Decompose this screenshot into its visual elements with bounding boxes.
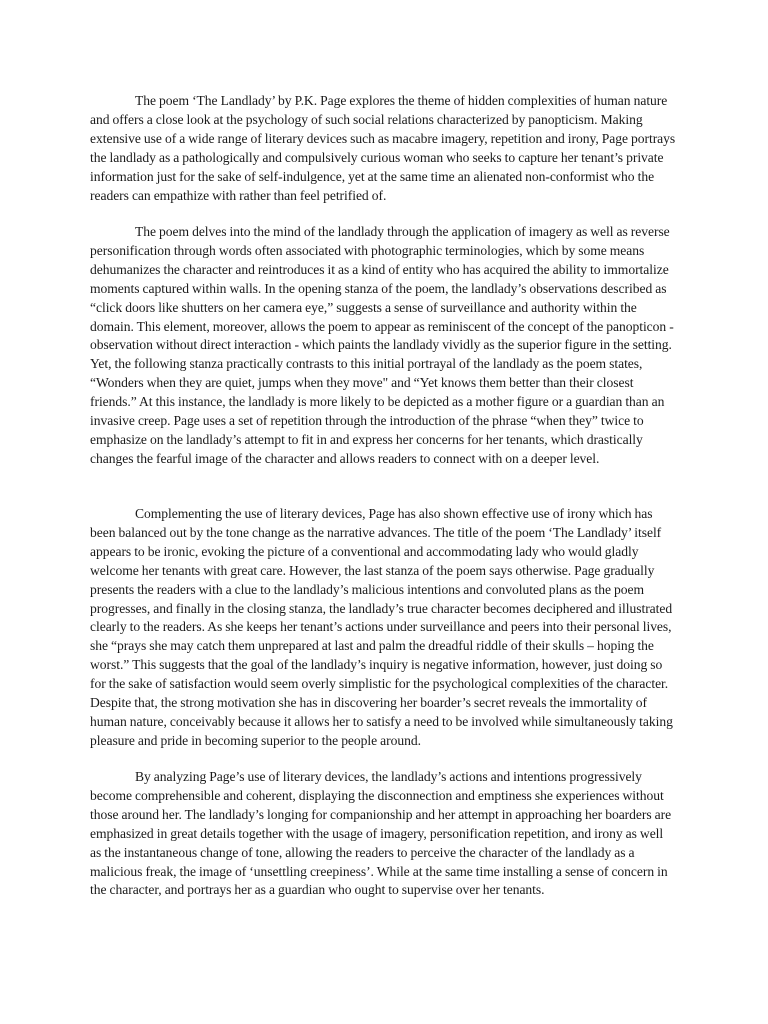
paragraph-introduction: The poem ‘The Landlady’ by P.K. Page explores the theme of hidden complexities of human nature and offers a close look at the psychology of such social relations characterized by panopticism. Making extensive use of a wide range of literary devices such as macabre imagery, repetition and irony, Page portrays the landlady as a pathologically and compulsively curious woman who seeks to capture her tenant’s private information just for the sake of self-indulgence, yet at the same time an alienated non-conformist who the readers can empathize with rather than feel petrified of. [90,93,676,203]
paragraph-imagery-analysis: The poem delves into the mind of the landlady through the application of imagery as well as reverse personification through words often associated with photographic terminologies, which by some means dehumanizes the character and reintroduces it as a kind of entity who has acquired the ability to immortalize moments captured within walls. In the opening stanza of the poem, the landlady’s observations described as “click doors like shutters on her camera eye,” suggests a sense of surveillance and authority within the domain. This element, moreover, allows the poem to appear as reminiscent of the concept of the panopticon - observation without direct interaction - which paints the landlady vividly as the superior figure in the setting. Yet, the following stanza practically contrasts to this initial portrayal of the landlady as the poem states, “Wonders when they are quiet, jumps when they move" and “Yet knows them better than their closest friends.” At this instance, the landlady is more likely to be depicted as a mother figure or a guardian than an invasive creep. Page uses a set of repetition through the introduction of the phrase “when they” twice to emphasize on the landlady’s attempt to fit in and express her concerns for her tenants, which drastically changes the fearful image of the character and allows readers to connect with on a deeper level. [90,224,674,466]
paragraph-conclusion: By analyzing Page’s use of literary devices, the landlady’s actions and intentions progressively become comprehensible and coherent, displaying the disconnection and emptiness she experiences without those around her. The landlady’s longing for companionship and her attempt in approaching her boarders are emphasized in great details together with the usage of imagery, personification repetition, and irony as well as the instantaneous change of tone, allowing the readers to perceive the character of the landlady as a malicious freak, the image of ‘unsettling creepiness’. While at the same time installing a sense of concern in the character, and portrays her as a guardian who ought to supervise over her tenants. [90,769,672,898]
paragraph-irony-analysis: Complementing the use of literary devices, Page has also shown effective use of irony which has been balanced out by the tone change as the narrative advances. The title of the poem ‘The Landlady’ itself appears to be ironic, evoking the picture of a conventional and accommodating lady who would gladly welcome her tenants with great care. However, the last stanza of the poem says otherwise. Page gradually presents the readers with a clue to the landlady’s malicious intentions and convoluted plans as the poem progresses, and finally in the closing stanza, the landlady’s true character becomes deciphered and illustrated clearly to the readers. As she keeps her tenant’s actions under surveillance and peers into their personal lives, she “prays she may catch them unprepared at last and palm the dreadful riddle of their skulls – hoping the worst.” This suggests that the goal of the landlady’s inquiry is negative information, however, just doing so for the sake of satisfaction would seem overly simplistic for the psychological complexities of the character. Despite that, the strong motivation she has in discovering her boarder’s secret reveals the immortality of human nature, conceivably because it allows her to satisfy a need to be involved while simultaneously taking pleasure and pride in becoming superior to the people around. [90,506,673,748]
